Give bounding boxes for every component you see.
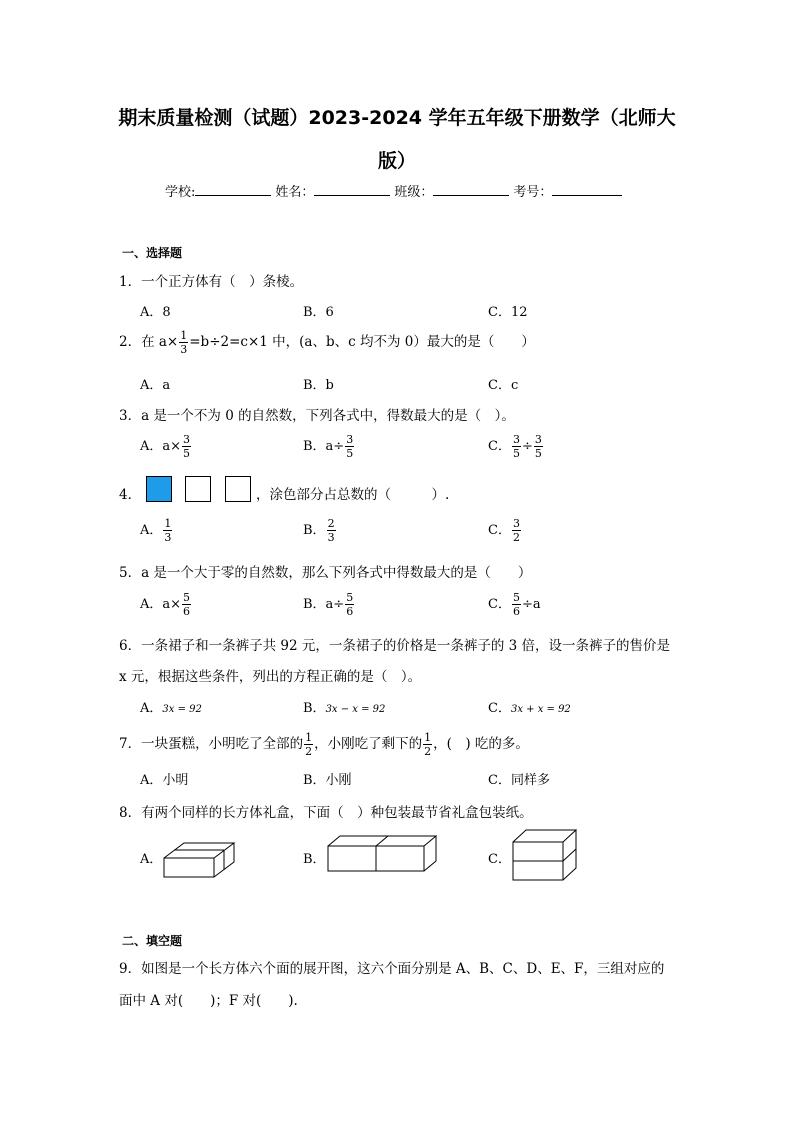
- section-heading-choice: 一、选择题: [122, 246, 183, 260]
- q5-option-a[interactable]: A．a× $\frac{5}{6}$: [140, 591, 191, 618]
- section-heading-fill-in: 二、填空题: [122, 934, 183, 948]
- q6-option-c[interactable]: C．3x + x = 92: [488, 701, 571, 716]
- name-blank[interactable]: [314, 182, 390, 196]
- q7-option-c[interactable]: C．同样多: [488, 773, 550, 788]
- page-title-line2: 版）: [377, 150, 416, 172]
- exam-no-label: 考号：: [513, 185, 553, 200]
- q4-option-b[interactable]: B． $\frac{2}{3}$: [303, 517, 335, 544]
- q8-option-a-box-figure: [160, 830, 242, 882]
- q8-option-b[interactable]: B．: [303, 852, 326, 867]
- school-label: 学校:: [165, 185, 196, 200]
- question-2: [119, 330, 535, 355]
- class-blank[interactable]: [433, 182, 509, 196]
- q2-option-b[interactable]: B．b: [303, 378, 334, 393]
- blank-square-1: [185, 476, 211, 502]
- q8-option-b-box-figure: [325, 832, 441, 874]
- student-info-line: [165, 181, 626, 200]
- shaded-square: [146, 476, 172, 502]
- exam-no-blank[interactable]: [552, 182, 622, 196]
- q4-option-a[interactable]: A． $\frac{1}{3}$: [140, 517, 172, 544]
- q3-option-c[interactable]: C． $\frac{3}{5}$ ÷ $\frac{3}{5}$: [488, 433, 542, 460]
- q2-option-a[interactable]: A．a: [140, 378, 171, 393]
- question-1: 1．一个正方体有（ ）条棱。: [119, 274, 304, 290]
- question-6-line1: 6．一条裙子和一条裤子共 92 元，一条裙子的价格是一条裤子的 3 倍，设一条裤子的售价是: [119, 638, 671, 654]
- question-9-line2: 面中 A 对( )；F 对( ).: [119, 993, 298, 1009]
- q6-option-a[interactable]: A．3x = 92: [140, 701, 202, 716]
- page-title-line1: 期末质量检测（试题）2023-2024 学年五年级下册数学（北师大: [118, 107, 676, 129]
- question-4-text: ，涂色部分占总数的（ ）.: [256, 487, 450, 503]
- question-7: 7．一块蛋糕，小明吃了全部的 $\frac{1}{2}$ ，小刚吃了剩下的 $\frac{1}{2}$ ，( ) 吃的多。: [119, 731, 529, 758]
- question-5: 5．a 是一个大于零的自然数，那么下列各式中得数最大的是（ ）: [119, 565, 532, 581]
- question-3: 3．a 是一个不为 0 的自然数，下列各式中，得数最大的是（ ）。: [119, 408, 515, 424]
- q8-option-c-box-figure: [510, 826, 580, 884]
- school-blank[interactable]: [195, 182, 271, 196]
- q1-option-c[interactable]: C．12: [488, 305, 528, 320]
- q3-option-a[interactable]: A．a× $\frac{3}{5}$: [140, 433, 191, 460]
- q8-option-a[interactable]: A．: [140, 852, 163, 867]
- q8-option-c[interactable]: C．: [488, 852, 511, 867]
- question-6-line2: x 元，根据这些条件，列出的方程正确的是（ ）。: [119, 669, 422, 685]
- q7-option-b[interactable]: B．小刚: [303, 773, 352, 788]
- question-9-line1: 9．如图是一个长方体六个面的展开图，这六个面分别是 A、B、C、D、E、F，三组对应的: [119, 961, 665, 977]
- q2-fraction: $\frac{1}{3}$: [180, 329, 188, 356]
- question-4-number: 4．: [119, 487, 142, 503]
- q2-option-c[interactable]: C．c: [488, 378, 519, 393]
- q5-option-c[interactable]: C． $\frac{5}{6}$ ÷a: [488, 591, 541, 618]
- q3-option-b[interactable]: B．a÷ $\frac{3}{5}$: [303, 433, 354, 460]
- blank-square-2: [225, 476, 251, 502]
- name-label: 姓名：: [275, 185, 315, 200]
- q7-option-a[interactable]: A．小明: [140, 773, 189, 788]
- q1-option-b[interactable]: B．6: [303, 305, 334, 320]
- q2-text-pre: 2．在 a×: [119, 334, 179, 350]
- q4-option-c[interactable]: C． $\frac{3}{2}$: [488, 517, 520, 544]
- q5-option-b[interactable]: B．a÷ $\frac{5}{6}$: [303, 591, 354, 618]
- q2-text-post: =b÷2=c×1 中，(a、b、c 均不为 0）最大的是（ ）: [189, 334, 535, 350]
- q1-option-a[interactable]: A．8: [140, 305, 171, 320]
- question-8: 8．有两个同样的长方体礼盒，下面（ ）种包装最节省礼盒包装纸。: [119, 805, 533, 821]
- q6-option-b[interactable]: B．3x − x = 92: [303, 701, 386, 716]
- class-label: 班级：: [394, 185, 434, 200]
